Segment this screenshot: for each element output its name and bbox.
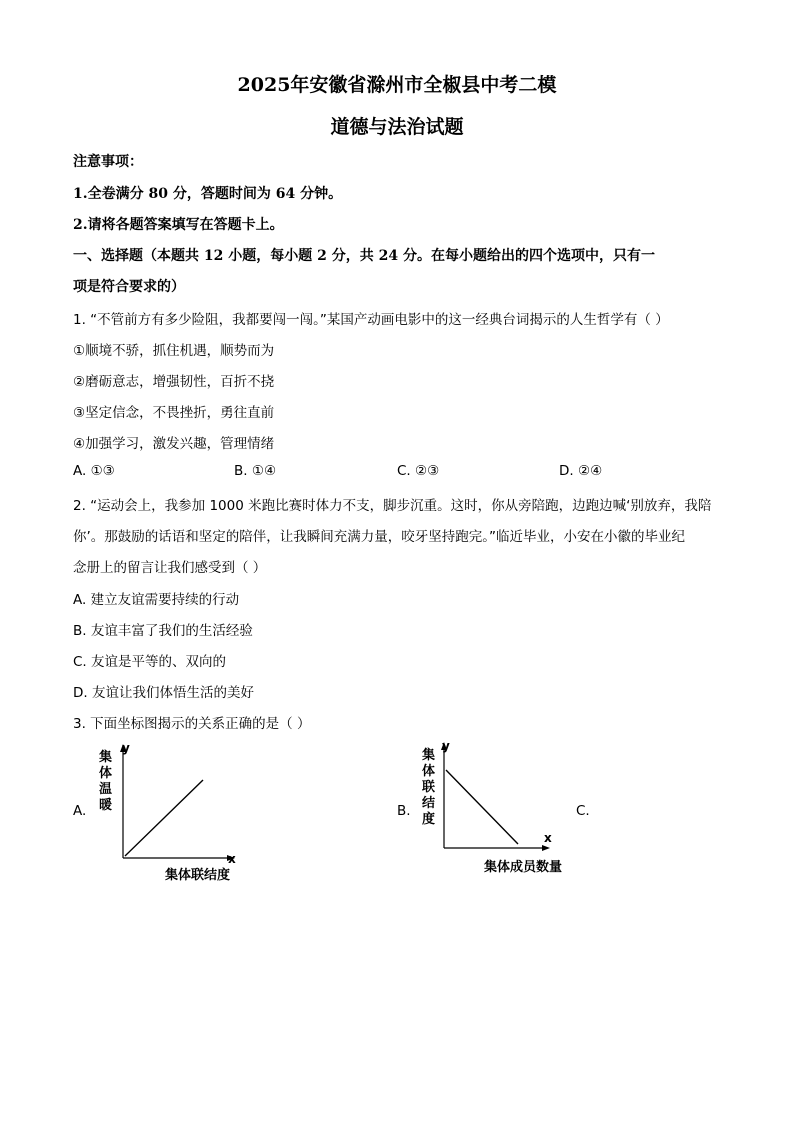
question-1-option-a: A. ①③ (73, 463, 115, 479)
section-heading: 一、选择题（本题共 12 小题，每小题 2 分，共 24 分。在每小题给出的四个选项中，只有一 (73, 248, 655, 264)
question-2-option-c: C. 友谊是平等的、双向的 (73, 654, 227, 670)
graph-b-x-arrow (542, 845, 550, 851)
question-2-option-a: A. 建立友谊需要持续的行动 (73, 592, 240, 608)
graph-a-y-label: 集体温暖 (99, 750, 113, 813)
question-3-option-c: C. (576, 803, 590, 819)
question-1-stem: 1. “不管前方有多少险阻，我都要闯一闯。”某国产动画电影中的这一经典台词揭示的人生哲学有（ ） (73, 312, 669, 328)
question-1-option-c: C. ②③ (397, 463, 440, 479)
question-3-option-b: B. (397, 803, 411, 819)
graph-a-line (125, 780, 203, 856)
question-1-item: ②磨砺意志，增强韧性，百折不挠 (73, 374, 275, 390)
note-item: 1.全卷满分 80 分，答题时间为 64 分钟。 (73, 186, 343, 202)
question-2-stem-cont: 你’。那鼓励的话语和坚定的陪伴，让我瞬间充满力量，咬牙坚持跑完。”临近毕业，小安在小徽的毕业纪 (73, 529, 686, 545)
section-heading-cont: 项是符合要求的） (73, 279, 185, 295)
question-1-item: ③坚定信念，不畏挫折，勇往直前 (73, 405, 275, 421)
question-2-option-d: D. 友谊让我们体悟生活的美好 (73, 685, 254, 701)
question-2-stem: 2. “运动会上，我参加 1000 米跑比赛时体力不支，脚步沉重。这时，你从旁陪跑，边跑边喊‘别放弃，我陪 (73, 498, 712, 514)
graph-b-x-axis-letter: x (544, 831, 552, 845)
graph-b-x-label: 集体成员数量 (484, 860, 563, 875)
question-1-item: ①顺境不骄，抓住机遇，顺势而为 (73, 343, 275, 359)
note-item: 2.请将各题答案填写在答题卡上。 (73, 217, 284, 233)
graph-a-x-label: 集体联结度 (165, 868, 231, 883)
question-2-option-b: B. 友谊丰富了我们的生活经验 (73, 623, 253, 639)
question-2-stem-cont: 念册上的留言让我们感受到（ ） (73, 560, 267, 576)
graph-a-y-axis-letter: y (122, 741, 130, 755)
graph-b-y-label: 集体联结度 (422, 748, 436, 827)
question-1-option-b: B. ①④ (234, 463, 277, 479)
question-3-stem: 3. 下面坐标图揭示的关系正确的是（ ） (73, 716, 311, 732)
question-3-option-a: A. (73, 803, 87, 819)
question-1-option-d: D. ②④ (559, 463, 603, 479)
notes-heading: 注意事项： (73, 154, 143, 170)
graph-b-line (446, 770, 518, 844)
exam-title: 2025年安徽省滁州市全椒县中考二模 (237, 74, 557, 96)
graph-a-x-axis-letter: x (228, 852, 236, 866)
exam-subject: 道德与法治试题 (330, 116, 464, 138)
question-1-item: ④加强学习，激发兴趣，管理情绪 (73, 436, 275, 452)
graph-b-y-axis-letter: y (442, 739, 450, 753)
